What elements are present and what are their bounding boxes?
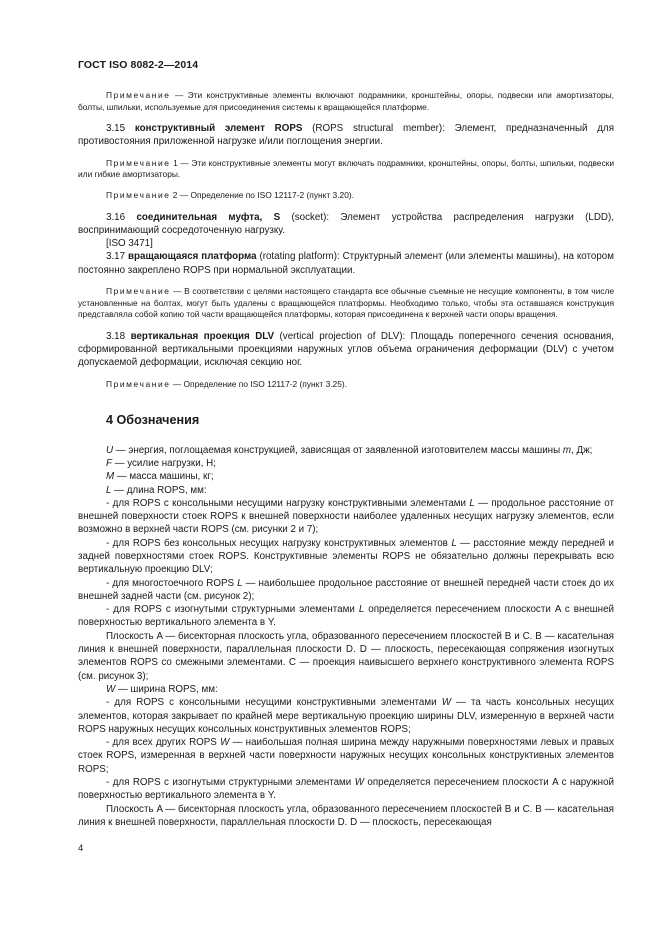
- term-3-17: 3.17 вращающаяся платформа (rotating platform): Структурный элемент (или элементы машины), на котором постоянно закреплено ROPS при нормальной эксплуатации.: [78, 251, 614, 276]
- symbol-l-item-3: - для многостоечного ROPS L — наибольшее продольное расстояние от внешней передней части стоек до их внешней задней части (см. рисунок 2);: [78, 577, 615, 602]
- note-3-15-1: Примечание 1 — Эти конструктивные элементы могут включать подрамники, кронштейны, опоры, болты, шпильки, подвески или гибкие амортизаторы.: [78, 157, 614, 180]
- symbol-l-item-4: - для ROPS с изогнутыми структурными элементами L определяется пересечением плоскости A с внешней поверхностью вертикального элемента в Y.: [78, 604, 614, 629]
- note-3-17: Примечание — В соответствии с целями настоящего стандарта все обычные съемные не несущие компоненты, в том числе установленные на болтах, могут быть удалены с вращающейся платформы. Необходимо только, чтобы эта оставшаяся конструкция представляла собой копию той части вращающейся платформы, которая присоединена к верхней части опоры вращения.: [78, 286, 614, 320]
- symbol-l-item-1: - для ROPS с консольными несущими нагрузку конструктивными элементами L — продольное расстояние от внешней поверхности стоек ROPS к внешней поверхности наиболее удаленных несущих нагрузку элементов, если возможно в верхней части ROPS (см. рисунки 2 и 7);: [78, 497, 614, 536]
- ref-iso-3471: [ISO 3471]: [106, 238, 153, 250]
- note-3-15-2: Примечание 2 — Определение по ISO 12117-2 (пункт 3.20).: [106, 189, 354, 200]
- symbol-w: W — ширина ROPS, мм:: [106, 683, 218, 695]
- symbol-f: F — усилие нагрузки, Н;: [106, 457, 216, 469]
- plane-a-paragraph-1: Плоскость A — бисекторная плоскость угла, образованного пересечением плоскостей B и C. B — касательная линия к внешней поверхности, параллельная плоскости D. D — плоскость, пересекающая сопряжения изогнутых элементов ROPS со смежными элементами. C — проекция наивысшего верхнего конструктивного элемента ROPS (см. рисунок 3);: [78, 630, 614, 682]
- symbol-w-item-2: - для всех других ROPS W — наибольшая полная ширина между наружными поверхностями левых и правых стоек ROPS, измеренная в верхней части поверхности наружных несущих консольных конструктивных элементов ROPS;: [78, 737, 614, 775]
- symbol-u: U — энергия, поглощаемая конструкцией, зависящая от заявленной изготовителем массы машины m, Дж;: [106, 444, 593, 456]
- symbol-m: M — масса машины, кг;: [106, 471, 214, 483]
- symbol-l-item-2: - для ROPS без консольных несущих нагрузку конструктивных элементов L — расстояние между передней и задней поверхностями стоек ROPS. Конструктивные элементы ROPS не обязательно должны перекрывать всю вертикальную проекцию DLV;: [78, 537, 614, 576]
- term-3-15: 3.15 конструктивный элемент ROPS (ROPS structural member): Элемент, предназначенный для противостояния приложенной нагрузке и/или поглощения энергии.: [78, 123, 614, 148]
- plane-a-paragraph-2: Плоскость A — бисекторная плоскость угла, образованного пересечением плоскостей B и C. B — касательная линия к внешней поверхности, параллельная плоскости D. D — плоскость, пересекающая: [78, 803, 614, 828]
- note-3-14: Примечание — Эти конструктивные элементы включают подрамники, кронштейны, опоры, подвески или амортизаторы, болты, шпильки, используемые для присоединения системы к вращающейся платформе.: [78, 90, 614, 112]
- symbol-w-item-3: - для ROPS с изогнутыми структурными элементами W определяется пересечением плоскости A с наружной поверхностью вертикального элемента в Y.: [78, 777, 614, 802]
- section-title: 4 Обозначения: [106, 413, 200, 428]
- symbol-w-item-1: - для ROPS с консольными несущими конструктивными элементами W — та часть консольных несущих элементов, которая закрывает по крайней мере вертикальную проекцию ширины DLV, измеренную в верхней части ROPS наружных несущих консольных конструктивных элементов ROPS;: [78, 697, 614, 735]
- document-header: ГОСТ ISO 8082-2—2014: [78, 59, 199, 71]
- note-3-18: Примечание — Определение по ISO 12117-2 (пункт 3.25).: [106, 378, 347, 389]
- document-body: [78, 90, 614, 829]
- page-number: 4: [78, 843, 84, 854]
- symbol-l: L — длина ROPS, мм:: [106, 484, 207, 496]
- term-3-16: 3.16 соединительная муфта, S (socket): Элемент устройства распределения нагрузки (LDD), воспринимающий сосредоточенную нагрузку.: [78, 211, 614, 236]
- term-3-18: 3.18 вертикальная проекция DLV (vertical projection of DLV): Площадь поперечного сечения основания, сформированной вертикальными проекциями наружных углов объема ограничения деформации (DLV) с учетом допускаемой деформации, исключая секцию ног.: [78, 330, 615, 369]
